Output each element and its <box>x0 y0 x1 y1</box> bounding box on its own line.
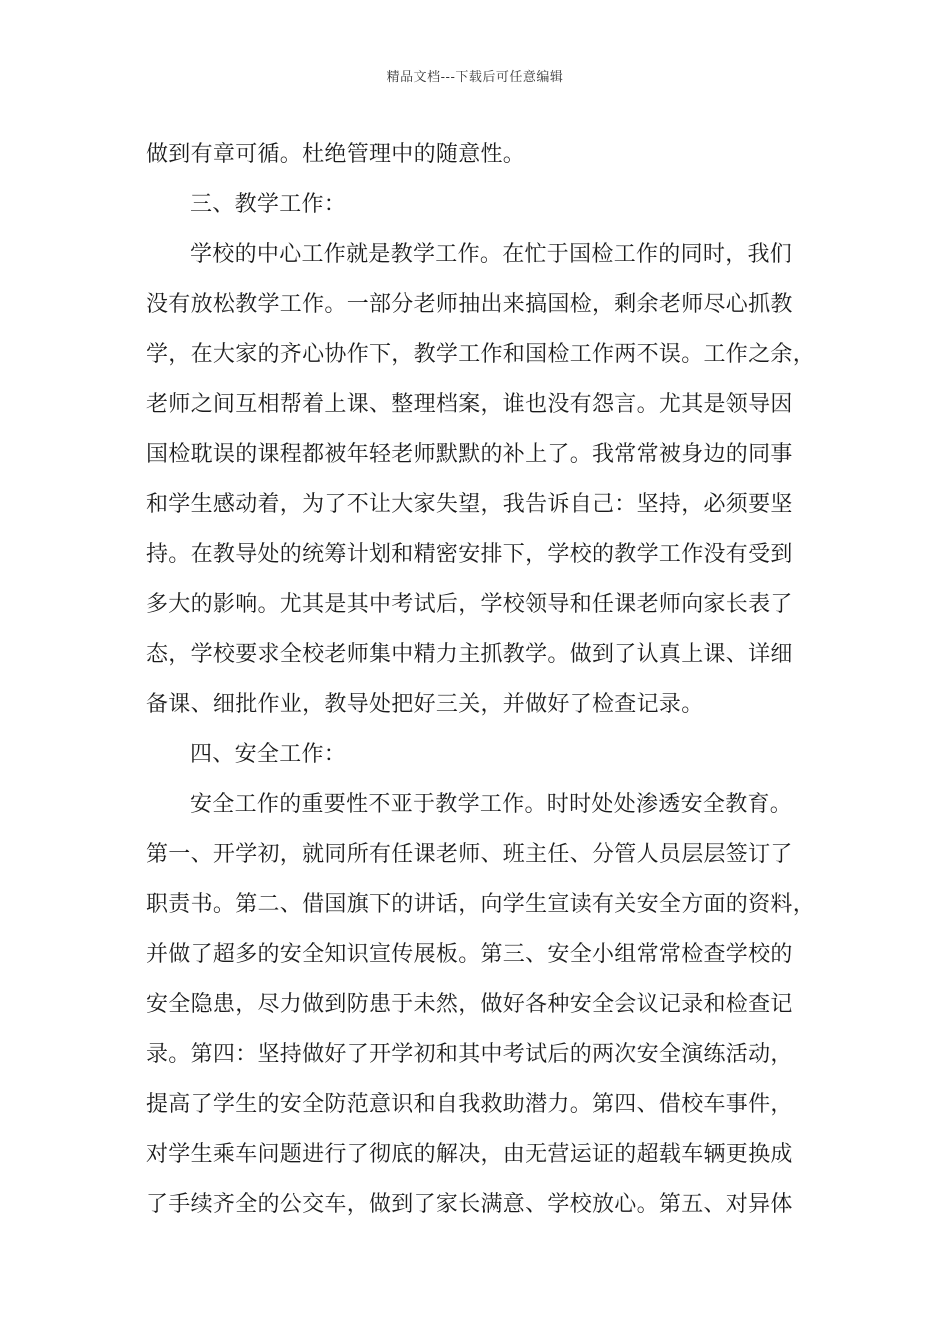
section-heading-safety: 四、安全工作： <box>190 742 347 767</box>
text-line: 学，在大家的齐心协作下，教学工作和国检工作两不误。工作之余， <box>146 342 816 367</box>
text-line: 录。第四：坚持做好了开学初和其中考试后的两次安全演练活动， <box>146 1042 793 1067</box>
section-heading-teaching: 三、教学工作： <box>190 192 347 217</box>
text-line: 老师之间互相帮着上课、整理档案，谁也没有怨言。尤其是领导因 <box>146 392 793 417</box>
text-line: 和学生感动着，为了不让大家失望，我告诉自己：坚持，必须要坚 <box>146 492 793 517</box>
paragraph-start-line: 安全工作的重要性不亚于教学工作。时时处处渗透安全教育。 <box>190 792 793 817</box>
text-line: 备课、细批作业，教导处把好三关，并做好了检查记录。 <box>146 692 704 717</box>
text-line: 提高了学生的安全防范意识和自我救助潜力。第四、借校车事件， <box>146 1092 793 1117</box>
page-header: 精品文档---下载后可任意编辑 <box>386 70 564 85</box>
text-line: 态，学校要求全校老师集中精力主抓教学。做到了认真上课、详细 <box>146 642 793 667</box>
paragraph-start-line: 学校的中心工作就是教学工作。在忙于国检工作的同时，我们 <box>190 242 793 267</box>
text-line: 第一、开学初，就同所有任课老师、班主任、分管人员层层签订了 <box>146 842 793 867</box>
document-body <box>146 130 830 1230</box>
text-line: 没有放松教学工作。一部分老师抽出来搞国检，剩余老师尽心抓教 <box>146 292 793 317</box>
text-line: 对学生乘车问题进行了彻底的解决，由无营运证的超载车辆更换成 <box>146 1142 793 1167</box>
text-line: 做到有章可循。杜绝管理中的随意性。 <box>146 142 526 167</box>
text-line: 职责书。第二、借国旗下的讲话，向学生宣读有关安全方面的资料， <box>146 892 816 917</box>
text-line: 多大的影响。尤其是其中考试后，学校领导和任课老师向家长表了 <box>146 592 793 617</box>
text-line: 了手续齐全的公交车，做到了家长满意、学校放心。第五、对异体 <box>146 1192 793 1217</box>
text-line: 并做了超多的安全知识宣传展板。第三、安全小组常常检查学校的 <box>146 942 793 967</box>
text-line: 安全隐患，尽力做到防患于未然，做好各种安全会议记录和检查记 <box>146 992 793 1017</box>
text-line: 持。在教导处的统筹计划和精密安排下，学校的教学工作没有受到 <box>146 542 793 567</box>
text-line: 国检耽误的课程都被年轻老师默默的补上了。我常常被身边的同事 <box>146 442 793 467</box>
